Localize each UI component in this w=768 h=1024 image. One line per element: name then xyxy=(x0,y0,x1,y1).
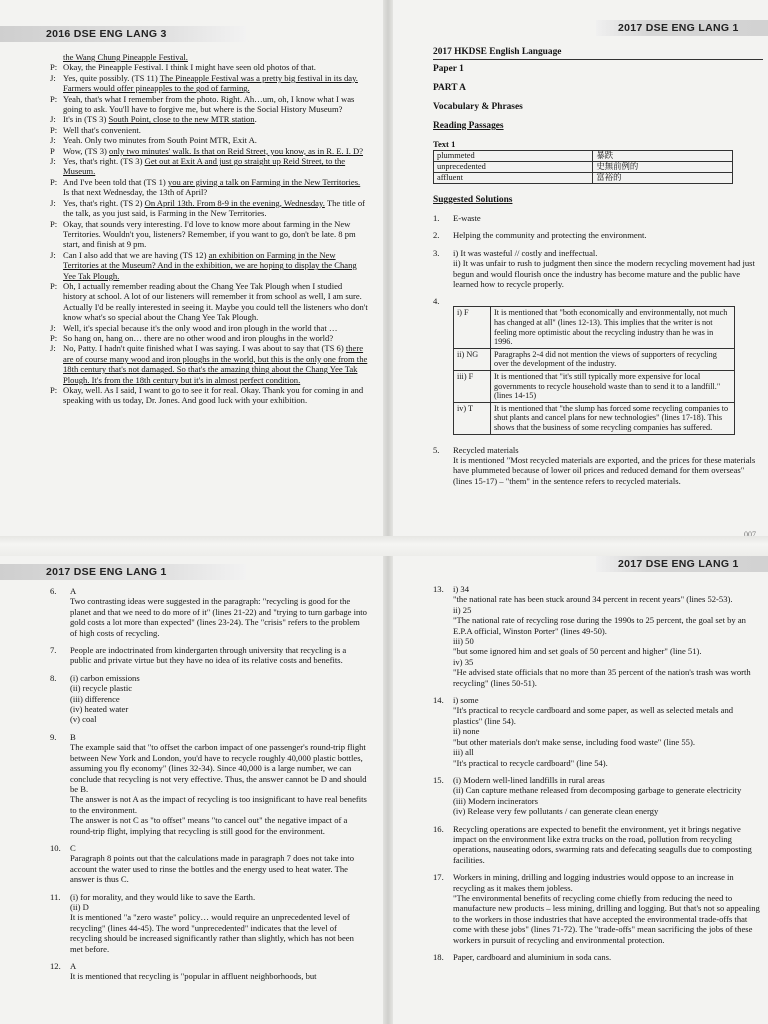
transcript-line xyxy=(50,52,368,62)
vocab-row xyxy=(434,173,733,184)
answer-line: Workers in mining, drilling and logging industries would oppose to an increase in recycling as it makes them jobless. xyxy=(453,872,734,893)
answer-line: iv) 35 xyxy=(453,656,474,667)
transcript-line xyxy=(50,323,368,333)
tf-key: iv) T xyxy=(454,402,491,434)
tf-key: i) F xyxy=(454,307,491,348)
transcript-line xyxy=(50,177,368,198)
dialogue-text: It's in (TS 3) xyxy=(63,114,109,125)
answer-number: 14. xyxy=(433,695,444,706)
tf-row xyxy=(454,371,735,403)
transcript-line xyxy=(50,73,368,94)
answer-number: 18. xyxy=(433,952,444,962)
vocab-english: unprecedented xyxy=(434,162,593,173)
answer-number: 12. xyxy=(50,961,61,971)
page-gutter-horizontal xyxy=(0,536,768,556)
transcript-line xyxy=(50,219,368,250)
answer-line: Recycling operations are expected to benefit the environment, yet it brings negative impact on the environment like extra trucks on the road, pollution from recycling operations, nauseating odors, swarming rats and defecating seagulls due to composting facilities. xyxy=(453,823,752,865)
page-gutter xyxy=(383,0,393,1024)
answer-number: 8. xyxy=(50,672,57,683)
answer-line: The example said that "to offset the carbon impact of one passenger's round-trip flight between New York and London, you'd have to recycle roughly 40,000 plastic bottles, assuming you fly economy" (lines 32-34). Since 40,000 is a large number, we can conclude that recycling is not very effective. Thus, the answer cannot be D and should be B. xyxy=(70,742,367,794)
tf-explanation: It is mentioned that "it's still typically more expensive for local governments to recycle household waste than to send it to a landfill." (lines 14-15) xyxy=(491,371,735,403)
answer-number: 16. xyxy=(433,823,444,834)
answer-line: A xyxy=(70,961,77,971)
answer-number: 5. xyxy=(433,444,440,455)
answer-item xyxy=(433,230,763,240)
tf-key: ii) NG xyxy=(454,348,491,370)
answer-line: Helping the community and protecting the environment. xyxy=(453,230,647,241)
transcript-line xyxy=(50,343,368,385)
answer-line: It is mentioned "a "zero waste" policy… would require an unprecedented level of recycling" (lines 44-45). The word "unprecedented" indicates that the level of recycling should be increased significantly rather than slightly, which has not been met before. xyxy=(70,912,354,954)
answer-item xyxy=(50,732,368,836)
vocab-row xyxy=(434,151,733,162)
answer-line: ii) It was unfair to rush to judgment then since the modern recycling movement had just begun and would flourish once the industry has become mature and the public have learned how to recycle properly. xyxy=(453,258,755,290)
answer-line: (ii) Can capture methane released from decomposing garbage to generate electricity xyxy=(453,785,742,796)
answer-line: iii) 50 xyxy=(453,636,474,647)
answer-item xyxy=(50,843,368,885)
answer-item xyxy=(433,872,761,945)
answer-item xyxy=(433,584,761,688)
transcript-line xyxy=(50,125,368,135)
answer-line: A xyxy=(70,586,77,596)
speaker-label: P: xyxy=(50,62,58,73)
answer-item xyxy=(50,645,368,666)
answer-number: 4. xyxy=(433,296,440,307)
transcript xyxy=(50,52,368,406)
tf-explanation: It is mentioned that "both economically and environmentally, not much has changed at all" (lines 12-13). This implies that the writer is not feeling more optimistic about the recycling industry than he was in 1996. xyxy=(491,307,735,348)
answer-line: "It's practical to recycle cardboard and some paper, as well as selected metals and plastics" (line 54). xyxy=(453,705,734,726)
dialogue-text: Is that next Wednesday, the 13th of April? xyxy=(63,187,208,198)
dialogue-text: Well that's convenient. xyxy=(63,124,141,135)
transcript-line xyxy=(50,156,368,177)
answer-line: (iv) heated water xyxy=(70,704,129,715)
tf-key: iii) F xyxy=(454,371,491,403)
answer-line: i) 34 xyxy=(453,584,469,594)
page-number: 007 xyxy=(744,530,756,536)
underlined-answer-text: On April 13th. From 8-9 in the evening, Wednesday. xyxy=(144,197,325,208)
dialogue-text: Oh, I actually remember reading about the Chang Yee Tak Plough when I studied history at school. A lot of our listeners will remember it from school as well, I am sure. Actually I'd be really interested in seeing it. Maybe you could tell the listeners who don't know what's so special about the Chang Yee Tak Plough. xyxy=(63,280,368,323)
answer-line: Recycled materials xyxy=(453,444,519,455)
section-label: Vocabulary & Phrases xyxy=(433,102,523,112)
answer-item xyxy=(433,775,761,817)
answer-line: (v) coal xyxy=(70,714,97,725)
transcript-line xyxy=(50,135,368,145)
answer-line: (iv) Release very few pollutants / can generate clean energy xyxy=(453,806,659,817)
speaker-label: J: xyxy=(50,72,56,83)
answer-item xyxy=(433,248,763,290)
vocab-row xyxy=(434,162,733,173)
page-banner: 2017 DSE ENG LANG 1 xyxy=(596,556,768,572)
speaker-label: J: xyxy=(50,322,56,333)
tf-row xyxy=(454,348,735,370)
answer-line: "the national rate has been stuck around 34 percent in recent years" (lines 52-53). xyxy=(453,594,733,605)
answer-line: (iii) Modern incinerators xyxy=(453,795,538,806)
answer-number: 2. xyxy=(433,230,440,241)
answer-item xyxy=(50,961,368,982)
page-bottom-left xyxy=(0,556,383,1024)
answer-line: ii) 25 xyxy=(453,604,472,615)
transcript-line xyxy=(50,333,368,343)
underlined-answer-text: an exhibition on Farming in the New Territories at the Museum? And in the exhibition, we are hoping to display the Chang Yee Tak Plough. xyxy=(63,249,357,281)
underlined-answer-text: only two minutes' walk. Is that on Reid Street, you know, as in R. E. I. D? xyxy=(109,145,364,156)
answer-line: ii) none xyxy=(453,726,480,737)
tf-row xyxy=(454,402,735,434)
answer-number: 11. xyxy=(50,891,61,902)
answer-line: (i) carbon emissions xyxy=(70,672,140,683)
answer-line: "He advised state officials that no more than 35 percent of the nation's trash was worth recycling" (lines 50-51). xyxy=(453,667,751,688)
answer-line: The answer is not A as the impact of recycling is too insignificant to have real benefits to the environment. xyxy=(70,794,367,815)
answer-line: "The national rate of recycling rose during the 1990s to 25 percent, the goal set by an E.P.A official, Winston Porter" (lines 49-50). xyxy=(453,615,746,636)
answer-line: People are indoctrinated from kindergarten through university that recycling is a public and private virtue but they have no idea of its relative costs and benefits. xyxy=(70,645,347,666)
answer-line: E-waste xyxy=(453,213,481,223)
transcript-line xyxy=(50,114,368,124)
dialogue-text: Yes, quite possibly. (TS 11) xyxy=(63,72,160,83)
answer-item xyxy=(50,673,368,725)
part-label: PART A xyxy=(433,83,466,93)
speaker-label: J: xyxy=(50,197,56,208)
solutions-title: Suggested Solutions xyxy=(433,195,513,205)
page-top-right xyxy=(393,0,768,536)
vocab-english: affluent xyxy=(434,173,593,184)
answer-item xyxy=(50,892,368,954)
dialogue-text: Well, it's special because it's the only wood and iron plough in the world that … xyxy=(63,322,338,333)
answer-line: iii) all xyxy=(453,747,474,758)
underlined-answer-text: the Wang Chung Pineapple Festival. xyxy=(63,52,188,62)
answer-item xyxy=(433,445,763,487)
answer-line: (iii) difference xyxy=(70,693,120,704)
answer-line: (i) for morality, and they would like to save the Earth. xyxy=(70,891,256,902)
speaker-label: P: xyxy=(50,332,58,343)
underlined-answer-text: South Point, close to the new MTR station xyxy=(108,114,255,125)
speaker-label: P: xyxy=(50,176,58,187)
dialogue-text: Yes, that's right. (TS 2) xyxy=(63,197,145,208)
answer-list xyxy=(50,586,368,989)
dialogue-text: No, Patty. I hadn't quite finished what I was saying. I was about to say that (TS 6) xyxy=(63,343,346,354)
transcript-line xyxy=(50,250,368,281)
answer-line: It is mentioned "Most recycled materials are exported, and the prices for these materials have plummeted because of lower oil prices and reduced demand for them overseas" (lines 15-17) – "them" in the sentence refers to recycled materials. xyxy=(453,454,756,486)
dialogue-text: Yes, that's right. (TS 3) xyxy=(63,156,145,167)
dialogue-text: Yeah. Only two minutes from South Point MTR, Exit A. xyxy=(63,135,257,146)
dialogue-text: Okay, well. As I said, I want to go to see it for real. Okay. Thank you for coming in and speaking with us today, Dr. Jones. And good luck with your exhibition. xyxy=(63,385,364,406)
dialogue-text: Wow, (TS 3) xyxy=(63,145,110,156)
answer-line: "but some ignored him and set goals of 50 percent and higher" (line 51). xyxy=(453,646,702,657)
answer-line: "It's practical to recycle cardboard" (line 54). xyxy=(453,757,608,768)
answer-line: Paragraph 8 points out that the calculations made in paragraph 7 does not take into account the water used to rinse the bottles and the energy used to heat water. The answer is thus C. xyxy=(70,853,354,885)
speaker-label: P: xyxy=(50,93,58,104)
tf-row xyxy=(454,307,735,348)
speaker-label: J: xyxy=(50,249,56,260)
answer-line: i) It was wasteful // costly and ineffectual. xyxy=(453,247,598,258)
answer-line: The answer is not C as "to offset" means "to cancel out" the negative impact of a round-trip flight, implying that recycling is still good for the environment. xyxy=(70,815,348,836)
speaker-label: P xyxy=(50,145,55,156)
speaker-label: P: xyxy=(50,385,58,395)
speaker-label: J: xyxy=(50,156,56,167)
page-banner: 2017 DSE ENG LANG 1 xyxy=(596,20,768,36)
answer-item xyxy=(433,824,761,866)
answer-list xyxy=(433,213,763,289)
answer-line: i) some xyxy=(453,695,479,706)
tf-explanation: Paragraphs 2-4 did not mention the views of supporters of recycling over the development of the industry. xyxy=(491,348,735,370)
dialogue-text: Okay, that sounds very interesting. I'd love to know more about farming in the New Territories. Wouldn't you, listeners? Remember, if you want to go, don't be late. 8 pm start, and finish at 9 pm. xyxy=(63,218,356,250)
answer-number: 6. xyxy=(50,586,57,596)
vocab-chinese: 史無前例的 xyxy=(593,162,733,173)
page-bottom-right xyxy=(393,556,768,1024)
reading-label: Reading Passages xyxy=(433,121,504,131)
speaker-label: P: xyxy=(50,218,58,229)
answer-line: Paper, cardboard and aluminium in soda cans. xyxy=(453,952,612,962)
dialogue-text: The title of the talk, as you just said, is Farming in the New Territories. xyxy=(63,197,366,219)
answer-line: (ii) D xyxy=(70,901,89,912)
title-rule xyxy=(433,59,763,60)
transcript-line xyxy=(50,94,368,115)
underlined-answer-text: you are giving a talk on Farming in the New Territories. xyxy=(167,176,361,187)
dialogue-text: . xyxy=(254,114,257,125)
answer-line: (ii) recycle plastic xyxy=(70,683,133,694)
paper-label: Paper 1 xyxy=(433,64,464,74)
exam-title: 2017 HKDSE English Language xyxy=(433,47,562,57)
speaker-label: P: xyxy=(50,280,58,291)
vocab-english: plummeted xyxy=(434,151,593,162)
answer-number: 13. xyxy=(433,584,444,594)
answer-item xyxy=(433,213,763,223)
answer-number: 7. xyxy=(50,645,57,656)
answer-number: 17. xyxy=(433,872,444,883)
answer-number: 3. xyxy=(433,247,440,258)
page-banner: 2016 DSE ENG LANG 3 xyxy=(0,26,246,42)
underlined-answer-text: there are of course many wood and iron ploughs in the world, but this is the only one from the 18th century that's not damaged. So that's the amazing thing about the Chang Yee Tak Plough. It's from the 18th century but it's in almost perfect condition. xyxy=(63,343,368,385)
answer-item xyxy=(433,695,761,768)
vocab-chinese: 富裕的 xyxy=(593,173,733,184)
speaker-label: J: xyxy=(50,114,56,125)
dialogue-text: Yeah, that's what I remember from the photo. Right. Ah…um, oh, I know what I was going to ask. You'll have to forgive me, but where is the Social History Museum? xyxy=(63,93,355,115)
page-top-left xyxy=(0,0,383,536)
answer-line: Two contrasting ideas were suggested in the paragraph: "recycling is good for the planet and that we need to do more of it" (lines 21-22) and "trying to turn garbage into gold costs a lot more than expected" (lines 23-24). The "crisis" refers to the problem of high costs of recycling. xyxy=(70,596,367,638)
transcript-line xyxy=(50,198,368,219)
answer-line: B xyxy=(70,731,76,742)
transcript-line xyxy=(50,385,368,406)
dialogue-text: And I've been told that (TS 1) xyxy=(63,176,168,187)
answer-number: 1. xyxy=(433,213,440,223)
vocab-table xyxy=(433,150,733,184)
dialogue-text: So hang on, hang on… there are no other wood and iron ploughs in the world? xyxy=(63,332,334,343)
underlined-answer-text: The Pineapple Festival was a pretty big festival in its day. Farmers would offer pineapples to the god of farming. xyxy=(63,72,358,94)
speaker-label: J: xyxy=(50,135,56,146)
answer-item xyxy=(50,586,368,638)
answer-number: 10. xyxy=(50,842,61,853)
answer-line: (i) Modern well-lined landfills in rural areas xyxy=(453,774,605,785)
true-false-table xyxy=(453,306,735,434)
answer-number: 15. xyxy=(433,774,444,785)
dialogue-text: Okay, the Pineapple Festival. I think I might have seen old photos of that. xyxy=(63,62,316,73)
dialogue-text: Can I also add that we are having (TS 12) xyxy=(63,249,209,260)
speaker-label: J: xyxy=(50,343,56,354)
answer-item xyxy=(433,952,761,962)
speaker-label: P: xyxy=(50,124,58,135)
vocab-chinese: 暴跌 xyxy=(593,151,733,162)
transcript-line xyxy=(50,281,368,323)
answer-list xyxy=(433,584,761,969)
transcript-line xyxy=(50,146,368,156)
answer-number: 9. xyxy=(50,731,57,742)
page-banner: 2017 DSE ENG LANG 1 xyxy=(0,564,246,580)
transcript-line xyxy=(50,62,368,72)
answer-line: "but other materials don't make sense, including food waste" (line 55). xyxy=(453,736,695,747)
underlined-answer-text: Get out at Exit A and just go straight up Reid Street, to the Museum. xyxy=(63,156,346,177)
text-label: Text 1 xyxy=(433,139,456,149)
answer-line: It is mentioned that recycling is "popular in affluent neighborhoods, but xyxy=(70,971,317,982)
answer-line: C xyxy=(70,842,76,853)
tf-explanation: It is mentioned that "the slump has forced some recycling companies to shut plants and cancel plans for new technologies" (lines 17-18). This shows that the business of some recycling companies has suffered. xyxy=(491,402,735,434)
answer-line: "The environmental benefits of recycling come chiefly from reducing the need to manufacture new products – less mining, drilling and logging. But that's not so appealing to the workers in those industries that have accepted the environmental trade-offs that come with these jobs" (lines 71-72). The "trade-offs" mean sacrificing the jobs of these workers in pursuit of recycling and environmental protection. xyxy=(453,892,760,945)
